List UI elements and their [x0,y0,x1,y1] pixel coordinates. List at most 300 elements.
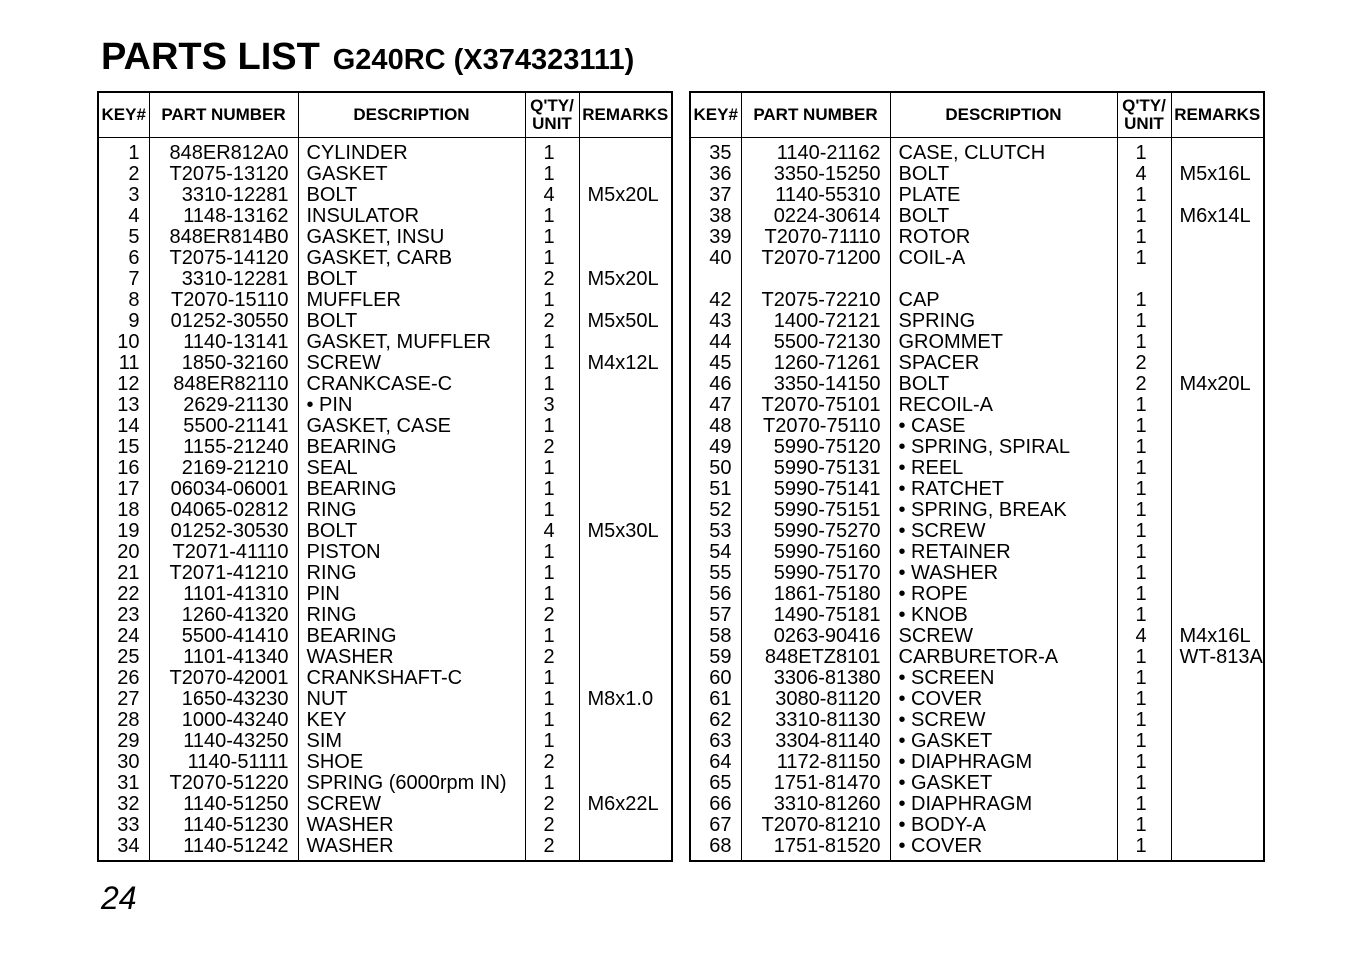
row-30-qty: 2 [543,751,555,773]
title-model: G240RC (X374323111) [332,44,635,76]
row-4-key: 4 [128,205,140,227]
row-9-key: 9 [128,310,140,332]
row-22-description: PIN [306,583,340,605]
row-66-qty: 1 [1135,793,1147,815]
row-3-qty: 4 [543,184,555,206]
row-52-remarks [1180,500,1264,521]
part-number-column [741,138,890,862]
header-remarks: REMARKS [1171,92,1264,138]
row-28-description: KEY [306,709,347,731]
row-59-qty: 1 [1135,646,1147,668]
row-33-remarks [588,815,672,836]
row-62-qty: 1 [1135,709,1147,731]
row-30-remarks [588,752,672,773]
row-35-part-number: 1140-21162 [776,142,881,164]
row-59-description: CARBURETOR-A [898,646,1059,668]
row-48-qty: 1 [1135,415,1147,437]
row-57-part-number: 1490-75181 [773,604,881,626]
row-40-description: COIL-A [898,247,966,269]
row-9-description: BOLT [306,310,358,332]
row-3-key: 3 [128,184,140,206]
row-10-description: GASKET, MUFFLER [306,331,491,353]
row-67-key: 67 [709,814,732,836]
part-number-column [149,138,298,862]
row-42-qty: 1 [1135,289,1147,311]
row-50-qty: 1 [1135,457,1147,479]
row-20-remarks [588,542,672,563]
row-51-remarks [1180,479,1264,500]
row-51-part-number: 5990-75141 [773,478,881,500]
row-47-remarks [1180,395,1264,416]
row-14-description: GASKET, CASE [306,415,451,437]
row-24-description: BEARING [306,625,397,647]
row-blank-6-description [899,269,1117,290]
row-13-part-number: 2629-21130 [183,394,289,416]
row-34-description: WASHER [306,835,394,857]
row-54-qty: 1 [1135,541,1147,563]
row-4-description: INSULATOR [306,205,420,227]
remarks-column [1171,138,1264,862]
row-57-description: • KNOB [898,604,968,626]
header-part-number: PART NUMBER [149,92,298,138]
row-15-part-number: 1155-21240 [183,436,289,458]
row-9-qty: 2 [543,310,555,332]
row-31-description: SPRING (6000rpm IN) [306,772,507,794]
row-31-remarks [588,773,672,794]
row-32-qty: 2 [543,793,555,815]
row-25-qty: 2 [543,646,555,668]
parts-table-left [97,91,673,862]
qty-column [525,138,579,862]
row-62-part-number: 3310-81130 [775,709,881,731]
row-4-remarks [588,206,672,227]
row-7-part-number: 3310-12281 [181,268,289,290]
row-7-description: BOLT [306,268,358,290]
row-55-qty: 1 [1135,562,1147,584]
row-37-remarks [1180,185,1264,206]
row-15-description: BEARING [306,436,397,458]
row-38-description: BOLT [898,205,950,227]
row-1-remarks [588,143,672,164]
row-23-qty: 2 [543,604,555,626]
row-1-key: 1 [128,142,140,164]
row-36-qty: 4 [1135,163,1147,185]
row-54-key: 54 [709,541,732,563]
row-37-part-number: 1140-55310 [775,184,881,206]
row-49-qty: 1 [1135,436,1147,458]
row-68-key: 68 [709,835,732,857]
row-38-key: 38 [709,205,732,227]
row-59-remarks: WT-813A [1179,646,1263,668]
row-49-remarks [1180,437,1264,458]
row-36-key: 36 [709,163,732,185]
row-35-description: CASE, CLUTCH [898,142,1046,164]
row-12-key: 12 [117,373,140,395]
row-17-description: BEARING [306,478,397,500]
row-38-remarks: M6x14L [1179,205,1251,227]
row-19-qty: 4 [543,520,555,542]
row-11-remarks: M4x12L [587,352,659,374]
row-20-qty: 1 [543,541,555,563]
row-6-key: 6 [128,247,140,269]
row-18-part-number: 04065-02812 [170,499,289,521]
row-14-part-number: 5500-21141 [183,415,289,437]
row-32-key: 32 [117,793,140,815]
row-66-key: 66 [709,793,732,815]
row-32-description: SCREW [306,793,381,815]
row-8-qty: 1 [543,289,555,311]
row-66-remarks [1180,794,1264,815]
description-column [298,138,525,862]
row-47-description: RECOIL-A [898,394,993,416]
key-column [98,138,149,862]
row-62-remarks [1180,710,1264,731]
row-57-qty: 1 [1135,604,1147,626]
row-26-key: 26 [117,667,140,689]
row-48-part-number: T2070-75110 [763,415,881,437]
row-57-remarks [1180,605,1264,626]
row-45-description: SPACER [898,352,980,374]
row-2-key: 2 [128,163,140,185]
row-39-description: ROTOR [898,226,971,248]
row-33-key: 33 [117,814,140,836]
row-42-key: 42 [709,289,732,311]
row-25-description: WASHER [306,646,394,668]
row-50-part-number: 5990-75131 [773,457,881,479]
row-5-description: GASKET, INSU [306,226,445,248]
row-60-key: 60 [709,667,732,689]
row-9-remarks: M5x50L [587,310,659,332]
row-56-part-number: 1861-75180 [773,583,881,605]
row-58-key: 58 [709,625,732,647]
row-13-key: 13 [117,394,140,416]
row-23-remarks [588,605,672,626]
row-13-qty: 3 [543,394,555,416]
row-59-part-number: 848ETZ8101 [764,646,881,668]
row-26-remarks [588,668,672,689]
row-39-key: 39 [709,226,732,248]
row-22-qty: 1 [543,583,555,605]
row-68-part-number: 1751-81520 [773,835,881,857]
row-22-remarks [588,584,672,605]
row-7-qty: 2 [543,268,555,290]
header-qty-line2: UNIT [532,114,572,133]
row-37-qty: 1 [1135,184,1147,206]
row-blank-6-remarks [1180,269,1264,290]
row-9-part-number: 01252-30550 [170,310,289,332]
row-43-description: SPRING [898,310,976,332]
key-column [690,138,741,862]
row-29-description: SIM [306,730,343,752]
row-15-remarks [588,437,672,458]
row-50-description: • REEL [898,457,964,479]
header-description: DESCRIPTION [890,92,1117,138]
row-66-description: • DIAPHRAGM [898,793,1033,815]
row-49-key: 49 [709,436,732,458]
row-43-remarks [1180,311,1264,332]
row-17-key: 17 [117,478,140,500]
row-67-remarks [1180,815,1264,836]
row-19-description: BOLT [306,520,358,542]
row-18-qty: 1 [543,499,555,521]
row-1-description: CYLINDER [306,142,408,164]
row-47-part-number: T2070-75101 [761,394,881,416]
row-61-remarks [1180,689,1264,710]
row-8-part-number: T2070-15110 [171,289,289,311]
row-2-description: GASKET [306,163,388,185]
row-6-remarks [588,248,672,269]
row-21-description: RING [306,562,357,584]
row-68-description: • COVER [898,835,983,857]
row-1-part-number: 848ER812A0 [169,142,289,164]
page-number: 24 [101,880,137,916]
row-8-description: MUFFLER [306,289,401,311]
row-47-qty: 1 [1135,394,1147,416]
row-45-remarks [1180,353,1264,374]
row-35-key: 35 [709,142,732,164]
row-6-description: GASKET, CARB [306,247,453,269]
row-52-description: • SPRING, BREAK [898,499,1067,521]
row-46-part-number: 3350-14150 [773,373,881,395]
row-blank-6-qty [1136,269,1171,290]
row-58-remarks: M4x16L [1179,625,1251,647]
row-61-part-number: 3080-81120 [775,688,881,710]
row-54-part-number: 5990-75160 [773,541,881,563]
row-40-part-number: T2070-71200 [761,247,881,269]
row-63-qty: 1 [1135,730,1147,752]
row-43-part-number: 1400-72121 [773,310,881,332]
title-main: PARTS LIST [101,36,320,78]
row-12-qty: 1 [543,373,555,395]
row-42-remarks [1180,290,1264,311]
row-56-remarks [1180,584,1264,605]
row-29-remarks [588,731,672,752]
row-65-part-number: 1751-81470 [773,772,881,794]
row-19-key: 19 [117,520,140,542]
row-56-qty: 1 [1135,583,1147,605]
row-44-part-number: 5500-72130 [773,331,881,353]
row-53-qty: 1 [1135,520,1147,542]
row-18-key: 18 [117,499,140,521]
row-3-remarks: M5x20L [587,184,659,206]
row-23-key: 23 [117,604,140,626]
row-33-part-number: 1140-51230 [183,814,289,836]
row-62-description: • SCREW [898,709,986,731]
row-50-remarks [1180,458,1264,479]
row-40-key: 40 [709,247,732,269]
row-24-remarks [588,626,672,647]
row-21-key: 21 [117,562,140,584]
row-46-qty: 2 [1135,373,1147,395]
row-12-description: CRANKCASE-C [306,373,453,395]
row-31-part-number: T2070-51220 [169,772,289,794]
row-64-remarks [1180,752,1264,773]
row-49-description: • SPRING, SPIRAL [898,436,1070,458]
row-19-part-number: 01252-30530 [170,520,289,542]
header-row [98,92,672,138]
row-7-key: 7 [128,268,140,290]
row-65-description: • GASKET [898,772,993,794]
row-35-qty: 1 [1135,142,1147,164]
row-51-key: 51 [709,478,732,500]
header-qty-line2: UNIT [1124,114,1164,133]
row-64-key: 64 [709,751,732,773]
row-17-remarks [588,479,672,500]
row-11-description: SCREW [306,352,381,374]
row-27-description: NUT [306,688,348,710]
row-53-remarks [1180,521,1264,542]
row-40-qty: 1 [1135,247,1147,269]
row-37-description: PLATE [898,184,961,206]
row-47-key: 47 [709,394,732,416]
row-39-qty: 1 [1135,226,1147,248]
row-29-part-number: 1140-43250 [183,730,289,752]
row-5-qty: 1 [543,226,555,248]
row-42-description: CAP [898,289,940,311]
row-blank-6-part-number [742,269,881,290]
header-qty [1117,92,1171,138]
row-45-qty: 2 [1135,352,1147,374]
row-3-part-number: 3310-12281 [181,184,289,206]
header-key: KEY# [690,92,741,138]
row-11-key: 11 [118,352,140,374]
row-5-key: 5 [128,226,140,248]
row-67-qty: 1 [1135,814,1147,836]
header-part-number: PART NUMBER [741,92,890,138]
row-54-description: • RETAINER [898,541,1011,563]
row-35-remarks [1180,143,1264,164]
row-53-description: • SCREW [898,520,986,542]
row-36-part-number: 3350-15250 [773,163,881,185]
row-46-description: BOLT [898,373,950,395]
row-52-qty: 1 [1135,499,1147,521]
row-34-key: 34 [117,835,140,857]
row-13-remarks [588,395,672,416]
row-48-remarks [1180,416,1264,437]
row-30-part-number: 1140-51111 [187,751,289,773]
header-row [690,92,1264,138]
row-25-remarks [588,647,672,668]
row-10-qty: 1 [543,331,555,353]
row-62-key: 62 [709,709,732,731]
row-45-part-number: 1260-71261 [773,352,881,374]
row-6-part-number: T2075-14120 [169,247,289,269]
row-11-qty: 1 [543,352,555,374]
row-5-remarks [588,227,672,248]
row-27-part-number: 1650-43230 [181,688,289,710]
row-30-description: SHOE [306,751,364,773]
remarks-column [579,138,672,862]
row-26-qty: 1 [543,667,555,689]
row-63-key: 63 [709,730,732,752]
qty-column [1117,138,1171,862]
row-18-description: RING [306,499,357,521]
row-28-part-number: 1000-43240 [181,709,289,731]
row-30-key: 30 [117,751,140,773]
row-8-key: 8 [128,289,140,311]
row-4-qty: 1 [543,205,555,227]
row-16-description: SEAL [306,457,358,479]
row-51-description: • RATCHET [898,478,1005,500]
row-10-key: 10 [117,331,140,353]
row-57-key: 57 [709,604,732,626]
row-17-part-number: 06034-06001 [170,478,289,500]
row-14-key: 14 [117,415,140,437]
row-61-description: • COVER [898,688,983,710]
row-27-qty: 1 [543,688,555,710]
row-43-qty: 1 [1135,310,1147,332]
row-13-description: • PIN [306,394,353,416]
row-52-key: 52 [709,499,732,521]
row-29-qty: 1 [543,730,555,752]
header-remarks: REMARKS [579,92,672,138]
page-title [101,38,634,76]
row-32-part-number: 1140-51250 [183,793,289,815]
row-14-qty: 1 [543,415,555,437]
row-38-part-number: 0224-30614 [773,205,881,227]
row-19-remarks: M5x30L [587,520,659,542]
row-56-description: • ROPE [898,583,968,605]
row-48-description: • CASE [898,415,966,437]
row-23-part-number: 1260-41320 [181,604,289,626]
row-63-part-number: 3304-81140 [775,730,881,752]
row-63-remarks [1180,731,1264,752]
row-33-description: WASHER [306,814,394,836]
row-65-qty: 1 [1135,772,1147,794]
row-2-remarks [588,164,672,185]
row-32-remarks: M6x22L [587,793,659,815]
row-40-remarks [1180,248,1264,269]
row-50-key: 50 [709,457,732,479]
row-65-key: 65 [709,772,732,794]
row-42-part-number: T2075-72210 [761,289,881,311]
row-54-remarks [1180,542,1264,563]
row-31-qty: 1 [543,772,555,794]
row-28-remarks [588,710,672,731]
row-10-part-number: 1140-13141 [183,331,289,353]
row-37-key: 37 [709,184,732,206]
row-15-key: 15 [117,436,140,458]
row-44-remarks [1180,332,1264,353]
row-53-key: 53 [709,520,732,542]
row-55-description: • WASHER [898,562,999,584]
row-53-part-number: 5990-75270 [773,520,881,542]
row-26-part-number: T2070-42001 [169,667,289,689]
row-21-remarks [588,563,672,584]
row-43-key: 43 [709,310,732,332]
row-18-remarks [588,500,672,521]
row-46-remarks: M4x20L [1179,373,1251,395]
row-64-qty: 1 [1135,751,1147,773]
row-58-description: SCREW [898,625,973,647]
row-58-qty: 4 [1135,625,1147,647]
row-55-part-number: 5990-75170 [773,562,881,584]
row-46-key: 46 [709,373,732,395]
row-2-qty: 1 [543,163,555,185]
row-25-part-number: 1101-41340 [183,646,289,668]
row-5-part-number: 848ER814B0 [169,226,289,248]
row-63-description: • GASKET [898,730,993,752]
row-21-part-number: T2071-41210 [169,562,289,584]
row-49-part-number: 5990-75120 [773,436,881,458]
row-44-key: 44 [709,331,732,353]
parts-table-right [689,91,1265,862]
row-blank-6-key [691,269,732,290]
row-21-qty: 1 [543,562,555,584]
row-26-description: CRANKSHAFT-C [306,667,463,689]
row-6-qty: 1 [543,247,555,269]
row-7-remarks: M5x20L [587,268,659,290]
